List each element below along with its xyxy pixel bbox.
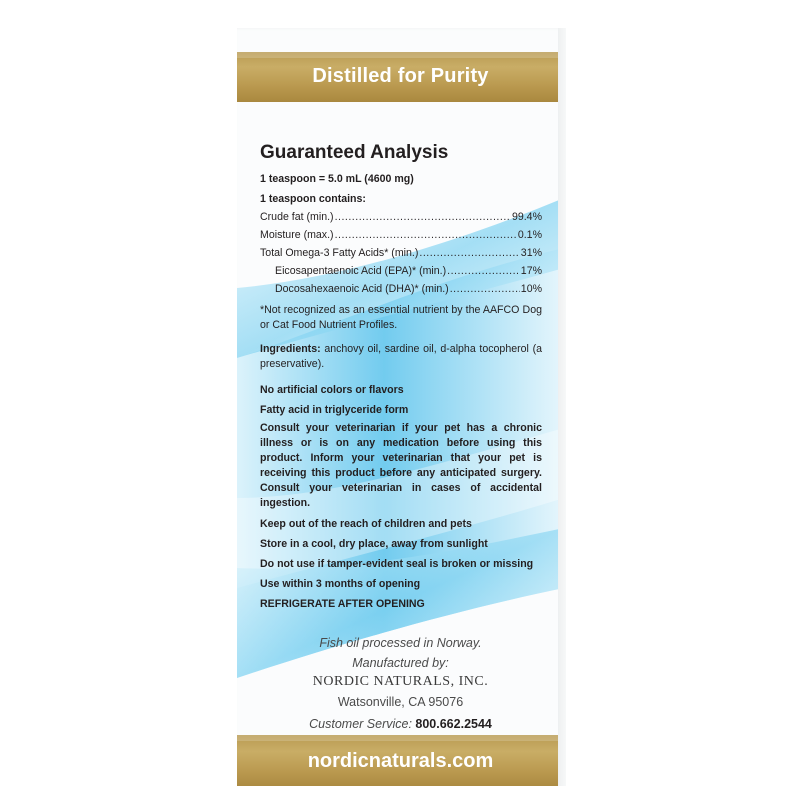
analysis-row-value: 17% xyxy=(520,265,542,277)
analysis-row-label: Crude fat (min.) xyxy=(260,211,334,223)
ingredients-label: Ingredients: xyxy=(260,343,321,355)
website-url: nordicnaturals.com xyxy=(307,750,494,772)
analysis-row xyxy=(260,211,542,223)
analysis-row xyxy=(260,247,542,259)
note-item: No artificial colors or flavors xyxy=(260,384,404,396)
note-item: Fatty acid in triglyceride form xyxy=(260,404,409,416)
note-item: REFRIGERATE AFTER OPENING xyxy=(260,598,425,610)
analysis-row xyxy=(260,229,542,241)
analysis-row-label: Eicosapentaenoic Acid (EPA)* (min.) xyxy=(275,265,447,277)
footnote: *Not recognized as an essential nutrient by the AAFCO Dog or Cat Food Nutrient Profiles. xyxy=(260,304,542,331)
serving-size: 1 teaspoon = 5.0 mL (4600 mg) xyxy=(260,173,414,185)
analysis-row-value: 99.4% xyxy=(511,211,542,223)
bottom-banner xyxy=(237,735,564,786)
note-item: Consult your veterinarian if your pet has a chronic illness or is on any medication before using this product. Inform your veterinarian that your pet is receiving this product before any anticipated surgery. Consult your veterinarian in cases of accidental ingestion. xyxy=(260,422,542,509)
analysis-row-label: Moisture (max.) xyxy=(260,229,334,241)
analysis-row-label: Docosahexaenoic Acid (DHA)* (min.) xyxy=(275,283,449,295)
note-item: Do not use if tamper-evident seal is broken or missing xyxy=(260,558,534,570)
customer-service-phone: 800.662.2544 xyxy=(415,717,492,731)
top-banner xyxy=(237,52,564,102)
analysis-row-value: 0.1% xyxy=(517,229,542,241)
contains-label: 1 teaspoon contains: xyxy=(260,193,366,205)
manufactured-by: Manufactured by: xyxy=(352,656,449,670)
ingredients xyxy=(260,342,542,372)
analysis-row-value: 10% xyxy=(520,283,542,295)
ingredients-text: anchovy oil, sardine oil, d-alpha tocopherol (a preservative). xyxy=(260,343,542,370)
note-item: Keep out of the reach of children and pets xyxy=(260,518,472,530)
customer-service-label: Customer Service: xyxy=(309,717,416,731)
analysis-row xyxy=(275,265,542,277)
analysis-title: Guaranteed Analysis xyxy=(260,142,449,163)
analysis-row-label: Total Omega-3 Fatty Acids* (min.) xyxy=(260,247,419,259)
company-address: Watsonville, CA 95076 xyxy=(337,695,464,709)
customer-service xyxy=(237,717,564,731)
note-item: Use within 3 months of opening xyxy=(260,578,421,590)
top-banner-text: Distilled for Purity xyxy=(312,65,489,87)
product-label-panel xyxy=(237,28,564,786)
origin-text: Fish oil processed in Norway. xyxy=(319,636,482,650)
company-name: NORDIC NATURALS, INC. xyxy=(312,674,489,689)
box-side-edge xyxy=(558,28,566,786)
note-item: Store in a cool, dry place, away from sunlight xyxy=(260,538,488,550)
analysis-row xyxy=(275,283,542,295)
analysis-row-value: 31% xyxy=(520,247,542,259)
